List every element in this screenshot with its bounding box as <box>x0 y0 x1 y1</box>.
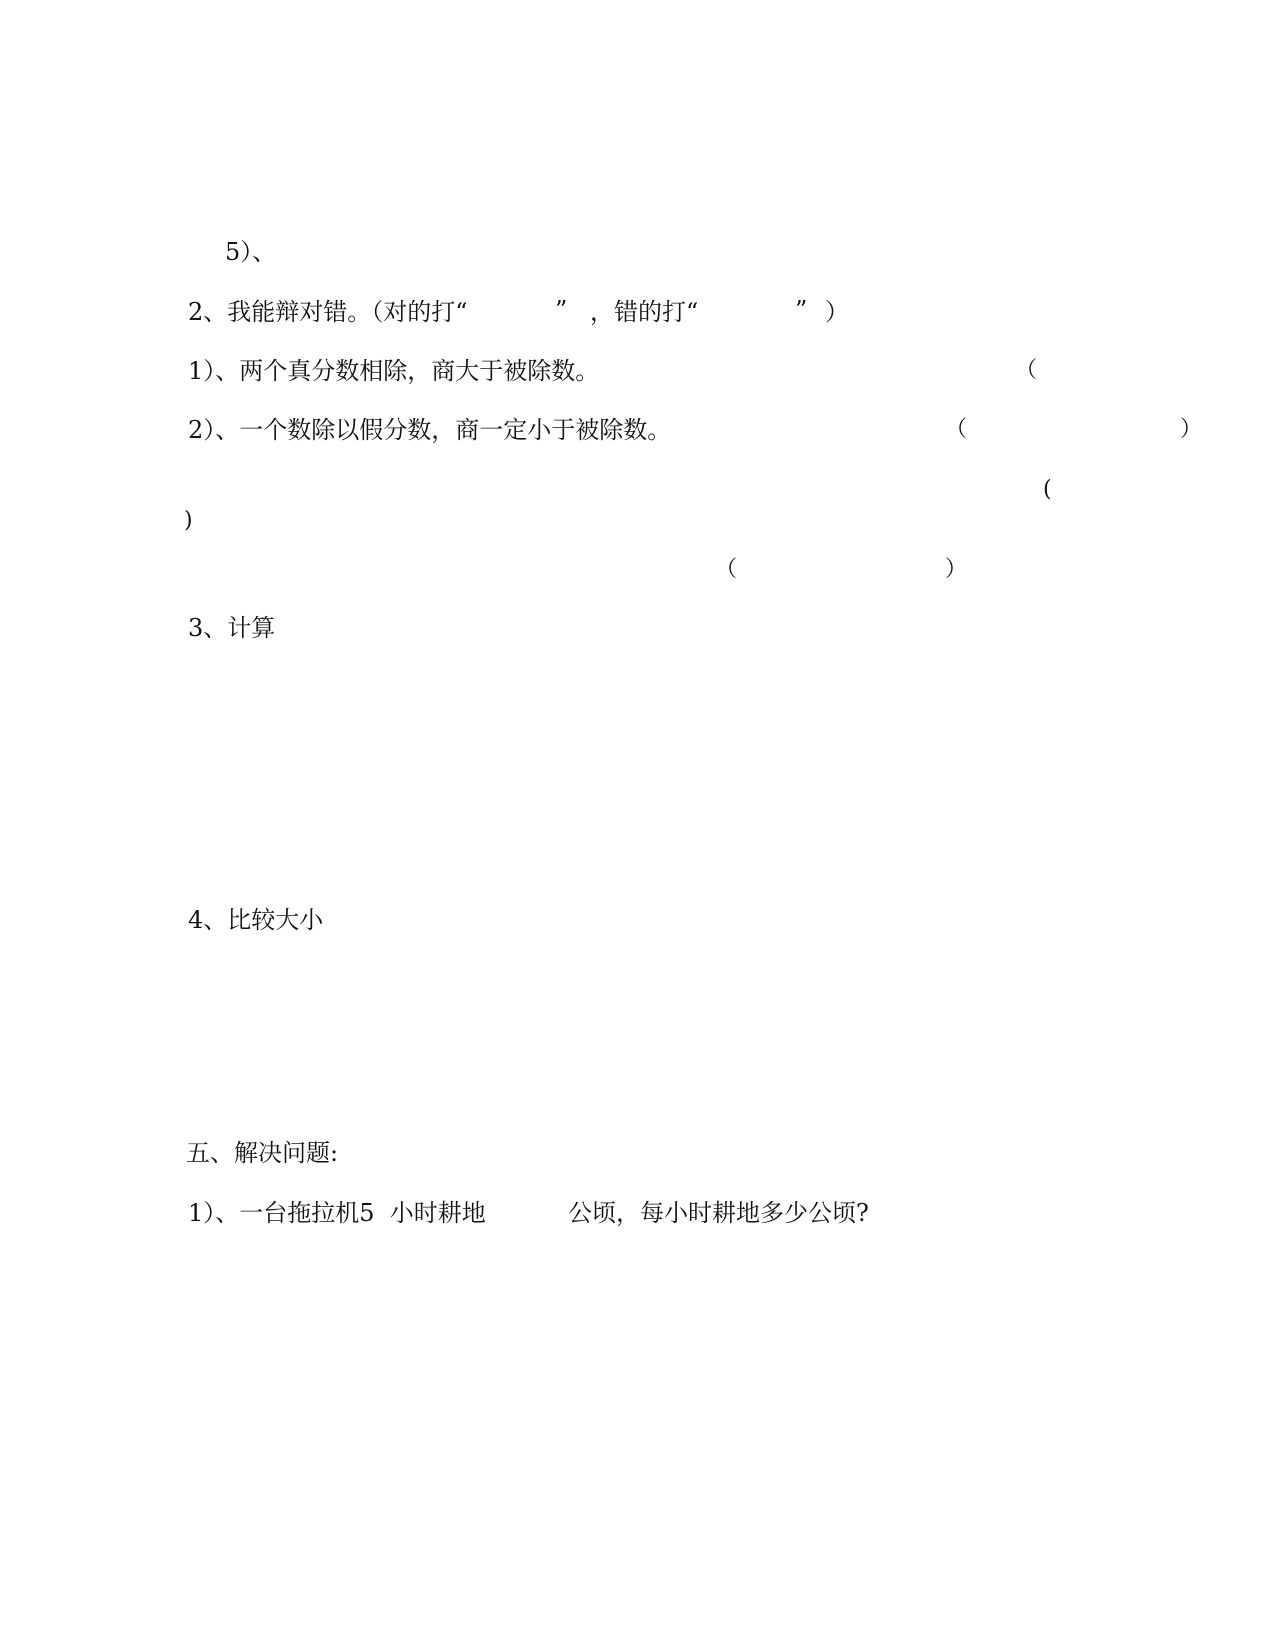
tf-item-3-answer-open: ( <box>1043 477 1052 502</box>
true-false-heading: 2、我能辩对错。（对的打“ <box>188 298 468 326</box>
true-mark-close-quote: ” <box>555 296 568 324</box>
tf-item-2: 2）、一个数除以假分数，商一定小于被除数。 <box>188 416 672 444</box>
heading-close-paren: ） <box>825 298 849 326</box>
false-mark-label: ，错的打“ <box>590 298 699 326</box>
problem-solving-heading: 五、解决问题: <box>186 1139 339 1167</box>
tf-item-4-answer-open: （ <box>715 557 738 582</box>
compare-heading: 4、比较大小 <box>188 906 324 934</box>
calculation-heading: 3、计算 <box>188 614 276 642</box>
tf-item-2-answer-close: ） <box>1180 417 1203 442</box>
tf-item-2-answer-open: （ <box>945 417 968 442</box>
tf-item-3-answer-close: ) <box>184 508 193 533</box>
problem-1-question: 公顷，每小时耕地多少公顷? <box>568 1199 869 1227</box>
problem-1-text: 1）、一台拖拉机5 小时耕地 <box>188 1199 486 1227</box>
tf-item-4-answer-close: ） <box>945 557 968 582</box>
tf-item-1: 1）、两个真分数相除，商大于被除数。 <box>188 357 600 385</box>
tf-item-1-answer-open: （ <box>1015 358 1038 383</box>
item-5-label: 5）、 <box>225 238 277 266</box>
false-mark-close-quote: ” <box>795 296 808 324</box>
